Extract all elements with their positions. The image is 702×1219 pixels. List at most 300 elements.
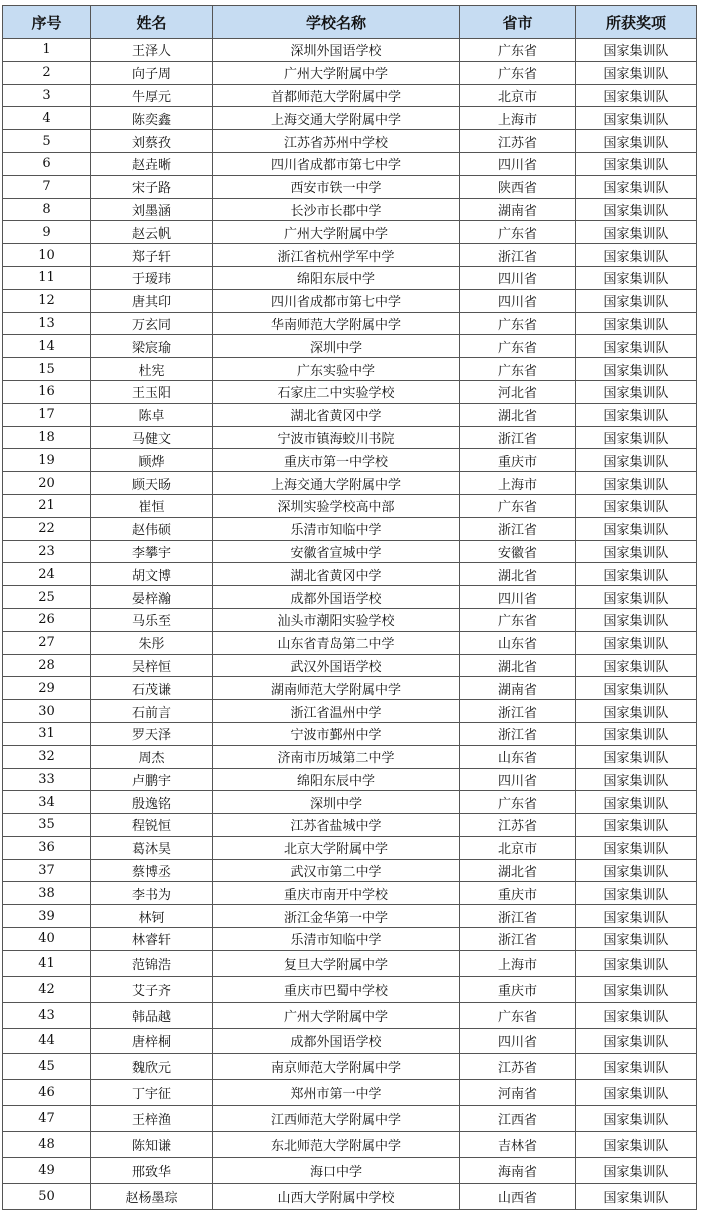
cell-name: 吴梓恒 <box>91 654 213 677</box>
cell-award: 国家集训队 <box>576 1054 697 1080</box>
cell-award: 国家集训队 <box>576 768 697 791</box>
cell-award: 国家集训队 <box>576 928 697 951</box>
cell-index: 17 <box>3 403 91 426</box>
cell-award: 国家集训队 <box>576 449 697 472</box>
cell-name: 艾子齐 <box>91 976 213 1002</box>
cell-name: 向子周 <box>91 61 213 84</box>
table-row <box>3 654 697 677</box>
cell-name: 万玄同 <box>91 312 213 335</box>
cell-name: 梁宸瑜 <box>91 335 213 358</box>
table-container <box>2 5 697 1210</box>
cell-award: 国家集训队 <box>576 586 697 609</box>
cell-school: 济南市历城第二中学 <box>213 745 460 768</box>
table-row <box>3 289 697 312</box>
header-award: 所获奖项 <box>576 6 697 39</box>
cell-province: 四川省 <box>460 152 576 175</box>
cell-province: 北京市 <box>460 84 576 107</box>
cell-award: 国家集训队 <box>576 745 697 768</box>
cell-province: 河南省 <box>460 1080 576 1106</box>
cell-province: 湖北省 <box>460 654 576 677</box>
cell-school: 山西大学附属中学校 <box>213 1183 460 1209</box>
cell-name: 晏梓瀚 <box>91 586 213 609</box>
cell-index: 26 <box>3 608 91 631</box>
cell-name: 陈卓 <box>91 403 213 426</box>
cell-name: 于瑷玮 <box>91 266 213 289</box>
cell-award: 国家集训队 <box>576 472 697 495</box>
cell-award: 国家集训队 <box>576 198 697 221</box>
cell-index: 42 <box>3 976 91 1002</box>
cell-school: 山东省青岛第二中学 <box>213 631 460 654</box>
table-row <box>3 403 697 426</box>
cell-school: 湖北省黄冈中学 <box>213 563 460 586</box>
cell-index: 22 <box>3 517 91 540</box>
table-row <box>3 152 697 175</box>
cell-index: 37 <box>3 859 91 882</box>
cell-index: 12 <box>3 289 91 312</box>
cell-award: 国家集训队 <box>576 175 697 198</box>
cell-province: 浙江省 <box>460 244 576 267</box>
table-row <box>3 426 697 449</box>
table-row <box>3 814 697 837</box>
table-row <box>3 745 697 768</box>
cell-name: 王玉阳 <box>91 380 213 403</box>
cell-index: 23 <box>3 540 91 563</box>
cell-name: 刘墨涵 <box>91 198 213 221</box>
cell-province: 四川省 <box>460 266 576 289</box>
cell-name: 石茂谦 <box>91 677 213 700</box>
table-body <box>3 39 697 1210</box>
table-row <box>3 1158 697 1184</box>
cell-award: 国家集训队 <box>576 950 697 976</box>
cell-award: 国家集训队 <box>576 814 697 837</box>
table-row <box>3 244 697 267</box>
cell-index: 36 <box>3 836 91 859</box>
cell-school: 华南师范大学附属中学 <box>213 312 460 335</box>
cell-name: 邢致华 <box>91 1158 213 1184</box>
table-row <box>3 586 697 609</box>
cell-index: 43 <box>3 1002 91 1028</box>
cell-school: 复旦大学附属中学 <box>213 950 460 976</box>
cell-award: 国家集训队 <box>576 1080 697 1106</box>
cell-award: 国家集训队 <box>576 130 697 153</box>
cell-school: 宁波市鄞州中学 <box>213 722 460 745</box>
cell-index: 13 <box>3 312 91 335</box>
table-row <box>3 836 697 859</box>
cell-name: 罗天泽 <box>91 722 213 745</box>
cell-award: 国家集训队 <box>576 517 697 540</box>
cell-name: 马健文 <box>91 426 213 449</box>
cell-province: 山西省 <box>460 1183 576 1209</box>
table-row <box>3 517 697 540</box>
cell-province: 上海市 <box>460 950 576 976</box>
cell-name: 牛厚元 <box>91 84 213 107</box>
cell-name: 赵垚晰 <box>91 152 213 175</box>
table-row <box>3 1054 697 1080</box>
cell-index: 15 <box>3 358 91 381</box>
table-row <box>3 39 697 62</box>
table-row <box>3 905 697 928</box>
header-school: 学校名称 <box>213 6 460 39</box>
cell-award: 国家集训队 <box>576 608 697 631</box>
award-table <box>2 5 697 1210</box>
cell-award: 国家集训队 <box>576 380 697 403</box>
cell-province: 浙江省 <box>460 928 576 951</box>
cell-index: 44 <box>3 1028 91 1054</box>
cell-index: 4 <box>3 107 91 130</box>
cell-index: 33 <box>3 768 91 791</box>
cell-province: 四川省 <box>460 1028 576 1054</box>
cell-award: 国家集训队 <box>576 152 697 175</box>
table-row <box>3 563 697 586</box>
cell-index: 20 <box>3 472 91 495</box>
cell-index: 21 <box>3 494 91 517</box>
cell-province: 广东省 <box>460 494 576 517</box>
cell-index: 49 <box>3 1158 91 1184</box>
cell-name: 魏欣元 <box>91 1054 213 1080</box>
cell-name: 宋子路 <box>91 175 213 198</box>
cell-province: 陕西省 <box>460 175 576 198</box>
cell-name: 赵云帆 <box>91 221 213 244</box>
cell-school: 宁波市镇海蛟川书院 <box>213 426 460 449</box>
cell-school: 浙江省温州中学 <box>213 700 460 723</box>
table-row <box>3 312 697 335</box>
cell-award: 国家集训队 <box>576 39 697 62</box>
cell-school: 首都师范大学附属中学 <box>213 84 460 107</box>
cell-province: 四川省 <box>460 586 576 609</box>
cell-name: 顾天旸 <box>91 472 213 495</box>
cell-province: 湖北省 <box>460 859 576 882</box>
cell-name: 王泽人 <box>91 39 213 62</box>
cell-index: 46 <box>3 1080 91 1106</box>
cell-school: 江苏省盐城中学 <box>213 814 460 837</box>
cell-index: 34 <box>3 791 91 814</box>
cell-award: 国家集训队 <box>576 107 697 130</box>
cell-name: 石前言 <box>91 700 213 723</box>
cell-school: 重庆市南开中学校 <box>213 882 460 905</box>
cell-award: 国家集训队 <box>576 61 697 84</box>
cell-award: 国家集训队 <box>576 494 697 517</box>
cell-province: 广东省 <box>460 312 576 335</box>
cell-index: 1 <box>3 39 91 62</box>
cell-province: 广东省 <box>460 221 576 244</box>
cell-name: 林钶 <box>91 905 213 928</box>
table-row <box>3 266 697 289</box>
cell-name: 卢鹏宇 <box>91 768 213 791</box>
table-row <box>3 677 697 700</box>
table-row <box>3 130 697 153</box>
cell-province: 浙江省 <box>460 517 576 540</box>
cell-index: 32 <box>3 745 91 768</box>
cell-province: 上海市 <box>460 472 576 495</box>
cell-name: 李书为 <box>91 882 213 905</box>
cell-name: 林睿轩 <box>91 928 213 951</box>
cell-name: 殷逸铭 <box>91 791 213 814</box>
cell-award: 国家集训队 <box>576 1158 697 1184</box>
cell-award: 国家集训队 <box>576 540 697 563</box>
cell-index: 8 <box>3 198 91 221</box>
cell-index: 14 <box>3 335 91 358</box>
table-row <box>3 608 697 631</box>
cell-province: 广东省 <box>460 335 576 358</box>
cell-school: 成都外国语学校 <box>213 586 460 609</box>
cell-school: 深圳中学 <box>213 791 460 814</box>
table-row <box>3 928 697 951</box>
cell-school: 深圳中学 <box>213 335 460 358</box>
cell-index: 11 <box>3 266 91 289</box>
cell-award: 国家集训队 <box>576 654 697 677</box>
cell-name: 杜宪 <box>91 358 213 381</box>
table-row <box>3 1183 697 1209</box>
cell-school: 南京师范大学附属中学 <box>213 1054 460 1080</box>
cell-index: 6 <box>3 152 91 175</box>
cell-award: 国家集训队 <box>576 700 697 723</box>
cell-province: 浙江省 <box>460 700 576 723</box>
cell-award: 国家集训队 <box>576 1028 697 1054</box>
cell-school: 广州大学附属中学 <box>213 61 460 84</box>
cell-index: 41 <box>3 950 91 976</box>
cell-name: 崔恒 <box>91 494 213 517</box>
cell-award: 国家集训队 <box>576 677 697 700</box>
header-row <box>3 6 697 39</box>
cell-name: 蔡博丞 <box>91 859 213 882</box>
cell-province: 北京市 <box>460 836 576 859</box>
cell-province: 浙江省 <box>460 722 576 745</box>
cell-name: 唐梓桐 <box>91 1028 213 1054</box>
cell-school: 四川省成都市第七中学 <box>213 289 460 312</box>
cell-school: 西安市铁一中学 <box>213 175 460 198</box>
cell-province: 河北省 <box>460 380 576 403</box>
cell-index: 9 <box>3 221 91 244</box>
cell-province: 浙江省 <box>460 426 576 449</box>
cell-school: 武汉外国语学校 <box>213 654 460 677</box>
cell-school: 绵阳东辰中学 <box>213 768 460 791</box>
cell-index: 28 <box>3 654 91 677</box>
cell-province: 安徽省 <box>460 540 576 563</box>
cell-award: 国家集训队 <box>576 289 697 312</box>
cell-name: 郑子轩 <box>91 244 213 267</box>
cell-school: 浙江省杭州学军中学 <box>213 244 460 267</box>
cell-school: 广州大学附属中学 <box>213 221 460 244</box>
cell-index: 38 <box>3 882 91 905</box>
cell-award: 国家集训队 <box>576 722 697 745</box>
table-row <box>3 976 697 1002</box>
cell-name: 马乐至 <box>91 608 213 631</box>
table-row <box>3 335 697 358</box>
table-row <box>3 472 697 495</box>
cell-award: 国家集训队 <box>576 426 697 449</box>
cell-name: 唐其印 <box>91 289 213 312</box>
cell-province: 重庆市 <box>460 976 576 1002</box>
table-row <box>3 107 697 130</box>
cell-school: 郑州市第一中学 <box>213 1080 460 1106</box>
cell-name: 胡文博 <box>91 563 213 586</box>
table-row <box>3 1002 697 1028</box>
cell-name: 朱彤 <box>91 631 213 654</box>
cell-school: 汕头市潮阳实验学校 <box>213 608 460 631</box>
cell-school: 浙江金华第一中学 <box>213 905 460 928</box>
cell-award: 国家集训队 <box>576 403 697 426</box>
cell-province: 广东省 <box>460 61 576 84</box>
table-row <box>3 175 697 198</box>
cell-index: 29 <box>3 677 91 700</box>
cell-school: 广东实验中学 <box>213 358 460 381</box>
cell-index: 48 <box>3 1132 91 1158</box>
cell-province: 重庆市 <box>460 882 576 905</box>
cell-award: 国家集训队 <box>576 631 697 654</box>
cell-name: 程锐恒 <box>91 814 213 837</box>
cell-school: 成都外国语学校 <box>213 1028 460 1054</box>
cell-province: 浙江省 <box>460 905 576 928</box>
cell-school: 深圳外国语学校 <box>213 39 460 62</box>
cell-award: 国家集训队 <box>576 976 697 1002</box>
cell-province: 重庆市 <box>460 449 576 472</box>
cell-index: 7 <box>3 175 91 198</box>
cell-province: 江苏省 <box>460 1054 576 1080</box>
cell-index: 39 <box>3 905 91 928</box>
table-row <box>3 1132 697 1158</box>
cell-province: 江苏省 <box>460 814 576 837</box>
cell-province: 江西省 <box>460 1106 576 1132</box>
table-row <box>3 198 697 221</box>
cell-province: 广东省 <box>460 608 576 631</box>
cell-index: 27 <box>3 631 91 654</box>
table-row <box>3 722 697 745</box>
cell-index: 19 <box>3 449 91 472</box>
cell-school: 北京大学附属中学 <box>213 836 460 859</box>
cell-province: 广东省 <box>460 39 576 62</box>
cell-award: 国家集训队 <box>576 221 697 244</box>
cell-school: 江西师范大学附属中学 <box>213 1106 460 1132</box>
cell-province: 湖南省 <box>460 198 576 221</box>
cell-school: 乐清市知临中学 <box>213 928 460 951</box>
cell-school: 安徽省宣城中学 <box>213 540 460 563</box>
cell-index: 2 <box>3 61 91 84</box>
cell-index: 10 <box>3 244 91 267</box>
cell-province: 湖北省 <box>460 563 576 586</box>
cell-school: 四川省成都市第七中学 <box>213 152 460 175</box>
table-row <box>3 380 697 403</box>
cell-index: 3 <box>3 84 91 107</box>
table-row <box>3 791 697 814</box>
table-row <box>3 540 697 563</box>
cell-award: 国家集训队 <box>576 1183 697 1209</box>
table-row <box>3 768 697 791</box>
cell-index: 5 <box>3 130 91 153</box>
cell-school: 东北师范大学附属中学 <box>213 1132 460 1158</box>
table-row <box>3 449 697 472</box>
cell-award: 国家集训队 <box>576 312 697 335</box>
cell-index: 47 <box>3 1106 91 1132</box>
cell-index: 31 <box>3 722 91 745</box>
table-row <box>3 882 697 905</box>
cell-school: 重庆市巴蜀中学校 <box>213 976 460 1002</box>
table-row <box>3 1106 697 1132</box>
cell-province: 山东省 <box>460 745 576 768</box>
cell-award: 国家集训队 <box>576 1002 697 1028</box>
cell-award: 国家集训队 <box>576 84 697 107</box>
cell-province: 山东省 <box>460 631 576 654</box>
cell-name: 丁宇征 <box>91 1080 213 1106</box>
cell-index: 45 <box>3 1054 91 1080</box>
table-row <box>3 84 697 107</box>
cell-name: 赵杨墨琮 <box>91 1183 213 1209</box>
header-index: 序号 <box>3 6 91 39</box>
table-row <box>3 221 697 244</box>
cell-name: 刘蔡孜 <box>91 130 213 153</box>
cell-school: 湖南师范大学附属中学 <box>213 677 460 700</box>
cell-award: 国家集训队 <box>576 859 697 882</box>
cell-school: 海口中学 <box>213 1158 460 1184</box>
cell-index: 24 <box>3 563 91 586</box>
cell-province: 四川省 <box>460 289 576 312</box>
cell-province: 吉林省 <box>460 1132 576 1158</box>
cell-index: 18 <box>3 426 91 449</box>
cell-province: 江苏省 <box>460 130 576 153</box>
cell-school: 石家庄二中实验学校 <box>213 380 460 403</box>
cell-index: 40 <box>3 928 91 951</box>
cell-school: 重庆市第一中学校 <box>213 449 460 472</box>
cell-school: 广州大学附属中学 <box>213 1002 460 1028</box>
cell-province: 广东省 <box>460 1002 576 1028</box>
cell-award: 国家集训队 <box>576 358 697 381</box>
cell-index: 30 <box>3 700 91 723</box>
cell-award: 国家集训队 <box>576 266 697 289</box>
cell-school: 湖北省黄冈中学 <box>213 403 460 426</box>
cell-school: 绵阳东辰中学 <box>213 266 460 289</box>
cell-award: 国家集训队 <box>576 335 697 358</box>
cell-name: 顾烨 <box>91 449 213 472</box>
table-row <box>3 494 697 517</box>
cell-school: 江苏省苏州中学校 <box>213 130 460 153</box>
cell-name: 范锦浩 <box>91 950 213 976</box>
cell-index: 16 <box>3 380 91 403</box>
cell-award: 国家集训队 <box>576 563 697 586</box>
cell-province: 广东省 <box>460 358 576 381</box>
cell-school: 武汉市第二中学 <box>213 859 460 882</box>
cell-name: 周杰 <box>91 745 213 768</box>
table-row <box>3 700 697 723</box>
cell-name: 李攀宇 <box>91 540 213 563</box>
table-row <box>3 358 697 381</box>
cell-province: 湖北省 <box>460 403 576 426</box>
cell-province: 广东省 <box>460 791 576 814</box>
cell-award: 国家集训队 <box>576 905 697 928</box>
cell-award: 国家集训队 <box>576 1132 697 1158</box>
cell-school: 长沙市长郡中学 <box>213 198 460 221</box>
table-header <box>3 6 697 39</box>
cell-index: 35 <box>3 814 91 837</box>
cell-school: 上海交通大学附属中学 <box>213 472 460 495</box>
table-row <box>3 61 697 84</box>
cell-award: 国家集训队 <box>576 836 697 859</box>
cell-province: 上海市 <box>460 107 576 130</box>
cell-school: 乐清市知临中学 <box>213 517 460 540</box>
cell-name: 赵伟硕 <box>91 517 213 540</box>
cell-province: 湖南省 <box>460 677 576 700</box>
header-province: 省市 <box>460 6 576 39</box>
cell-school: 上海交通大学附属中学 <box>213 107 460 130</box>
cell-index: 50 <box>3 1183 91 1209</box>
cell-index: 25 <box>3 586 91 609</box>
cell-name: 葛沐昊 <box>91 836 213 859</box>
cell-award: 国家集训队 <box>576 791 697 814</box>
cell-award: 国家集训队 <box>576 882 697 905</box>
cell-province: 海南省 <box>460 1158 576 1184</box>
cell-name: 陈知谦 <box>91 1132 213 1158</box>
table-row <box>3 1028 697 1054</box>
header-name: 姓名 <box>91 6 213 39</box>
cell-province: 四川省 <box>460 768 576 791</box>
